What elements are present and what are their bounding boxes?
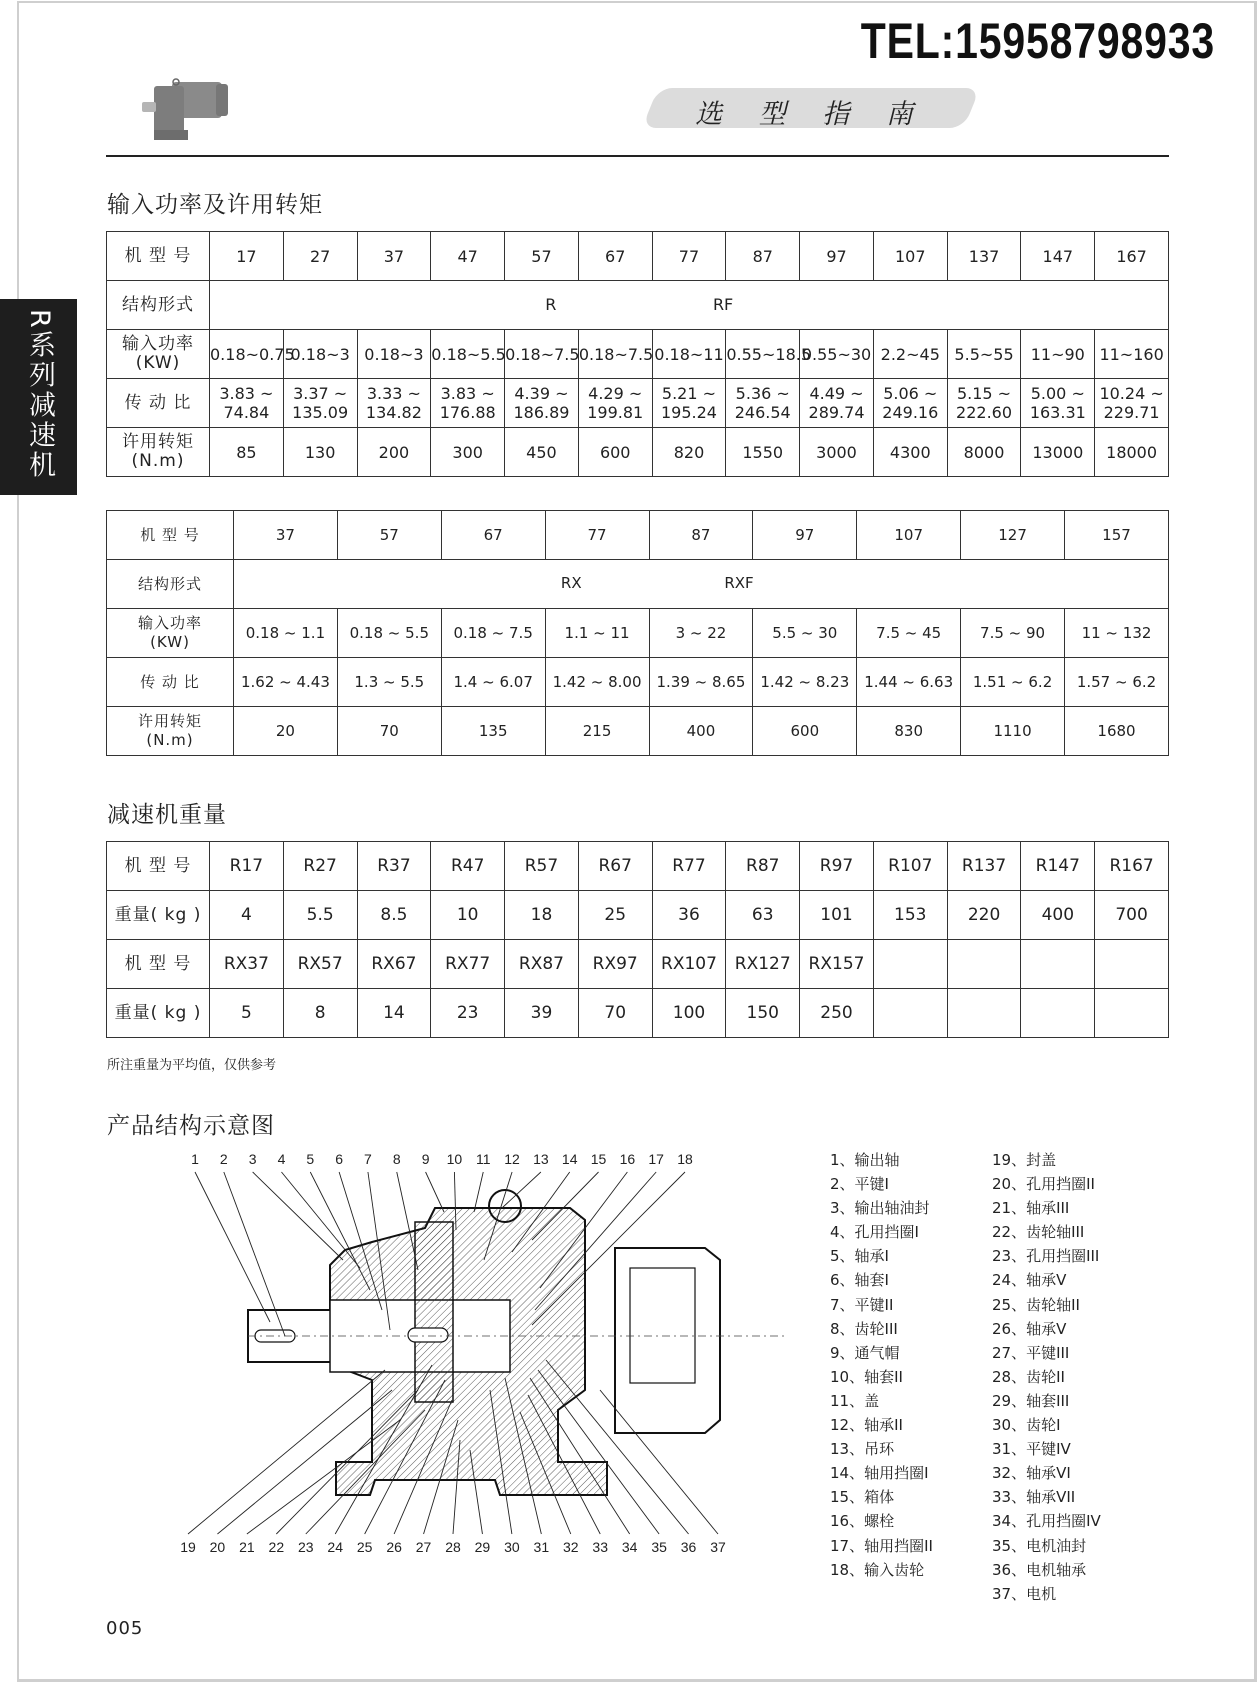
callout-number: 32 (562, 1539, 579, 1555)
gear-reducer-product-image (132, 78, 236, 146)
callout-number: 24 (327, 1539, 344, 1555)
model-cell: R37 (357, 842, 431, 891)
power-cell: 0.18~3 (283, 330, 357, 379)
power-cell: 2.2~45 (873, 330, 947, 379)
part-legend-item: 4、孔用挡圈I (830, 1223, 919, 1242)
callout-number: 9 (421, 1151, 430, 1167)
power-cell: 1.1 ~ 11 (545, 609, 649, 658)
weight-cell: 700 (1095, 891, 1169, 940)
power-cell: 0.18 ~ 1.1 (234, 609, 338, 658)
part-legend-item: 32、轴承VI (992, 1464, 1071, 1483)
callout-leader-line (188, 1370, 385, 1534)
model-cell: 127 (961, 511, 1065, 560)
weight-cell: 39 (505, 989, 579, 1038)
weight-cell: 100 (652, 989, 726, 1038)
row-header: 许用转矩 (N.m) (107, 707, 234, 756)
torque-cell: 4300 (873, 428, 947, 477)
reducer-cross-section-diagram (160, 1150, 790, 1560)
model-cell (947, 940, 1021, 989)
torque-cell: 1110 (961, 707, 1065, 756)
callout-number: 23 (297, 1539, 314, 1555)
row-header: 重量( kg ) (107, 989, 210, 1038)
row-header: 输入功率 (KW) (107, 330, 210, 379)
row-header: 机 型 号 (107, 842, 210, 891)
table-row (107, 511, 1169, 560)
section-title-weight: 减速机重量 (107, 802, 227, 828)
ratio-cell: 5.06 ~ 249.16 (873, 379, 947, 428)
row-header: 机 型 号 (107, 511, 234, 560)
torque-cell: 600 (578, 428, 652, 477)
part-legend-item: 19、封盖 (992, 1151, 1057, 1169)
part-legend-item: 33、轴承VII (992, 1488, 1076, 1507)
model-cell: 37 (357, 232, 431, 281)
callout-number: 19 (180, 1539, 196, 1555)
model-cell: 57 (505, 232, 579, 281)
part-legend-item: 24、轴承V (992, 1271, 1067, 1290)
table-row (107, 940, 1169, 989)
weight-cell: 8 (283, 989, 357, 1038)
model-cell: 27 (283, 232, 357, 281)
table-row (107, 891, 1169, 940)
table-row (107, 609, 1169, 658)
structure-cell (234, 560, 1169, 609)
callout-number: 31 (533, 1539, 550, 1555)
part-legend-item: 8、齿轮III (830, 1319, 898, 1338)
part-legend-item: 35、电机油封 (992, 1536, 1087, 1555)
callout-number: 27 (415, 1539, 432, 1555)
weight-cell: 14 (357, 989, 431, 1038)
ratio-cell: 5.15 ~ 222.60 (947, 379, 1021, 428)
weight-cell: 150 (726, 989, 800, 1038)
model-cell: RX87 (505, 940, 579, 989)
weight-note: 所注重量为平均值，仅供参考 (107, 1058, 277, 1073)
ratio-cell: 3.83 ~ 176.88 (431, 379, 505, 428)
weight-cell: 5 (210, 989, 284, 1038)
model-cell: R167 (1095, 842, 1169, 891)
model-cell: R107 (873, 842, 947, 891)
model-cell: R137 (947, 842, 1021, 891)
ratio-cell: 1.42 ~ 8.23 (753, 658, 857, 707)
torque-cell: 830 (857, 707, 961, 756)
part-legend-item: 3、输出轴油封 (830, 1199, 930, 1218)
ratio-cell: 1.62 ~ 4.43 (234, 658, 338, 707)
callout-number: 26 (386, 1539, 402, 1555)
power-cell: 7.5 ~ 90 (961, 609, 1065, 658)
series-side-tab-label: R系列减速机 (24, 309, 55, 481)
row-header: 重量( kg ) (107, 891, 210, 940)
torque-cell: 8000 (947, 428, 1021, 477)
gear-iii (415, 1222, 453, 1402)
weight-cell (1095, 989, 1169, 1038)
model-cell: 137 (947, 232, 1021, 281)
part-legend-item: 14、轴用挡圈I (830, 1464, 929, 1483)
model-cell: RX107 (652, 940, 726, 989)
ratio-cell: 5.21 ~ 195.24 (652, 379, 726, 428)
model-cell: RX97 (578, 940, 652, 989)
parts-legend-column-2 (992, 1148, 1101, 1606)
power-cell: 0.18 ~ 7.5 (441, 609, 545, 658)
callout-number: 22 (268, 1539, 285, 1555)
weight-cell: 63 (726, 891, 800, 940)
torque-cell: 450 (505, 428, 579, 477)
power-cell: 0.18~0.75 (210, 330, 284, 379)
callout-number: 2 (219, 1151, 228, 1167)
weight-cell: 8.5 (357, 891, 431, 940)
section-title-power-torque: 输入功率及许用转矩 (107, 192, 323, 218)
weight-cell: 4 (210, 891, 284, 940)
callout-number: 37 (710, 1539, 726, 1555)
weight-cell: 250 (800, 989, 874, 1038)
part-legend-item: 23、孔用挡圈III (992, 1247, 1100, 1266)
ratio-cell: 5.00 ~ 163.31 (1021, 379, 1095, 428)
callout-number: 6 (335, 1151, 344, 1167)
model-cell: 167 (1095, 232, 1169, 281)
callout-number: 4 (277, 1151, 286, 1167)
parts-legend-column-1 (830, 1148, 933, 1582)
callout-number: 29 (474, 1539, 491, 1555)
callout-number: 18 (677, 1151, 693, 1167)
series-side-tab (0, 299, 77, 495)
part-legend-item: 29、轴套III (992, 1391, 1070, 1410)
power-cell: 11 ~ 132 (1065, 609, 1169, 658)
table-row (107, 707, 1169, 756)
table-row (107, 330, 1169, 379)
callout-number: 16 (619, 1151, 636, 1167)
model-cell: R147 (1021, 842, 1095, 891)
row-header: 传 动 比 (107, 379, 210, 428)
r-series-spec-table (106, 231, 1169, 477)
row-header: 输入功率 (KW) (107, 609, 234, 658)
ratio-cell: 4.49 ~ 289.74 (800, 379, 874, 428)
part-legend-item: 22、齿轮轴III (992, 1223, 1085, 1242)
torque-cell: 820 (652, 428, 726, 477)
torque-cell: 18000 (1095, 428, 1169, 477)
ratio-cell: 1.57 ~ 6.2 (1065, 658, 1169, 707)
part-legend-item: 37、电机 (992, 1584, 1057, 1603)
part-legend-item: 5、轴承I (830, 1247, 889, 1266)
torque-cell: 130 (283, 428, 357, 477)
model-cell: 37 (234, 511, 338, 560)
table-row (107, 232, 1169, 281)
part-legend-item: 1、输出轴 (830, 1151, 900, 1169)
table-row (107, 379, 1169, 428)
row-header: 许用转矩 (N.m) (107, 428, 210, 477)
model-cell: R17 (210, 842, 284, 891)
power-cell: 0.18~5.5 (431, 330, 505, 379)
part-legend-item: 15、箱体 (830, 1488, 895, 1507)
ratio-cell: 1.51 ~ 6.2 (961, 658, 1065, 707)
callout-number: 17 (648, 1151, 664, 1167)
ratio-cell: 5.36 ~ 246.54 (726, 379, 800, 428)
torque-cell: 70 (337, 707, 441, 756)
table-row (107, 560, 1169, 609)
ratio-cell: 3.33 ~ 134.82 (357, 379, 431, 428)
torque-cell: 3000 (800, 428, 874, 477)
ratio-cell: 1.44 ~ 6.63 (857, 658, 961, 707)
model-cell: R77 (652, 842, 726, 891)
ratio-cell: 10.24 ~ 229.71 (1095, 379, 1169, 428)
callout-leader-line (281, 1172, 360, 1268)
torque-cell: 215 (545, 707, 649, 756)
callout-number: 11 (475, 1151, 491, 1167)
model-cell (873, 940, 947, 989)
model-cell: R97 (800, 842, 874, 891)
ratio-cell: 4.29 ~ 199.81 (578, 379, 652, 428)
structure-type-a: R (545, 295, 557, 314)
callout-leader-line (474, 1172, 483, 1212)
header-divider (106, 155, 1169, 157)
part-legend-item: 9、通气帽 (830, 1343, 900, 1362)
power-cell: 11~90 (1021, 330, 1095, 379)
ratio-cell: 1.42 ~ 8.00 (545, 658, 649, 707)
part-legend-item: 26、轴承V (992, 1319, 1067, 1338)
part-legend-item: 2、平键I (830, 1175, 889, 1194)
table-row (107, 428, 1169, 477)
callout-number: 1 (191, 1151, 199, 1167)
model-cell: RX67 (357, 940, 431, 989)
selection-guide-label: 选 型 指 南 (695, 99, 927, 130)
model-cell (1021, 940, 1095, 989)
torque-cell: 1550 (726, 428, 800, 477)
section-title-structure: 产品结构示意图 (107, 1113, 275, 1139)
weight-cell: 400 (1021, 891, 1095, 940)
row-header: 机 型 号 (107, 232, 210, 281)
weight-table (106, 841, 1169, 1038)
part-legend-item: 10、轴套II (830, 1367, 903, 1386)
torque-cell: 85 (210, 428, 284, 477)
model-cell: 57 (337, 511, 441, 560)
part-legend-item: 11、盖 (830, 1391, 880, 1410)
callout-number: 15 (590, 1151, 607, 1167)
structure-cell (210, 281, 1169, 330)
callout-number: 10 (446, 1151, 463, 1167)
model-cell: R87 (726, 842, 800, 891)
structure-type-b: RF (712, 295, 734, 314)
callout-number: 33 (592, 1539, 609, 1555)
weight-cell: 23 (431, 989, 505, 1038)
torque-cell: 135 (441, 707, 545, 756)
part-legend-item: 31、平键IV (992, 1440, 1071, 1459)
part-legend-item: 20、孔用挡圈II (992, 1175, 1095, 1194)
weight-cell: 5.5 (283, 891, 357, 940)
ratio-cell: 1.4 ~ 6.07 (441, 658, 545, 707)
telephone-number: TEL:15958798933 (860, 13, 1215, 69)
weight-cell: 36 (652, 891, 726, 940)
part-legend-item: 16、螺栓 (830, 1512, 895, 1531)
power-cell: 0.18~3 (357, 330, 431, 379)
callout-number: 36 (680, 1539, 697, 1555)
torque-cell: 1680 (1065, 707, 1169, 756)
torque-cell: 20 (234, 707, 338, 756)
part-legend-item: 25、齿轮轴II (992, 1295, 1080, 1314)
weight-cell: 153 (873, 891, 947, 940)
ratio-cell: 3.37 ~ 135.09 (283, 379, 357, 428)
part-legend-item: 30、齿轮I (992, 1416, 1061, 1435)
power-cell: 0.18~11 (652, 330, 726, 379)
callout-number: 25 (356, 1539, 373, 1555)
row-header: 传 动 比 (107, 658, 234, 707)
model-cell: R67 (578, 842, 652, 891)
power-cell: 0.18 ~ 5.5 (337, 609, 441, 658)
model-cell: 67 (578, 232, 652, 281)
structure-type-a: RX (560, 574, 582, 592)
model-cell: R27 (283, 842, 357, 891)
structure-type-b: RXF (724, 574, 754, 592)
ratio-cell: 1.39 ~ 8.65 (649, 658, 753, 707)
model-cell (1095, 940, 1169, 989)
model-cell: 97 (800, 232, 874, 281)
power-cell: 11~160 (1095, 330, 1169, 379)
callout-number: 3 (248, 1151, 257, 1167)
weight-cell: 101 (800, 891, 874, 940)
power-cell: 5.5 ~ 30 (753, 609, 857, 658)
model-cell: R47 (431, 842, 505, 891)
model-cell: 107 (857, 511, 961, 560)
table-row (107, 989, 1169, 1038)
model-cell: 67 (441, 511, 545, 560)
model-cell: RX157 (800, 940, 874, 989)
row-header: 结构形式 (107, 281, 210, 330)
callout-number: 13 (533, 1151, 549, 1167)
weight-cell: 70 (578, 989, 652, 1038)
part-legend-item: 21、轴承III (992, 1199, 1070, 1218)
model-cell: 87 (726, 232, 800, 281)
part-legend-item: 27、平键III (992, 1343, 1070, 1362)
model-cell: RX57 (283, 940, 357, 989)
table-row (107, 281, 1169, 330)
row-header: 结构形式 (107, 560, 234, 609)
table-row (107, 658, 1169, 707)
ratio-cell: 4.39 ~ 186.89 (505, 379, 579, 428)
weight-cell: 10 (431, 891, 505, 940)
part-legend-item: 17、轴用挡圈II (830, 1536, 933, 1555)
callout-leader-line (253, 1172, 343, 1260)
callout-leader-line (426, 1172, 444, 1212)
weight-cell: 220 (947, 891, 1021, 940)
model-cell: 17 (210, 232, 284, 281)
power-cell: 7.5 ~ 45 (857, 609, 961, 658)
page-number: 005 (106, 1618, 144, 1639)
model-cell: RX77 (431, 940, 505, 989)
rx-series-spec-table (106, 510, 1169, 756)
part-legend-item: 13、吊环 (830, 1440, 895, 1459)
table-row (107, 842, 1169, 891)
weight-cell (1021, 989, 1095, 1038)
callout-number: 30 (504, 1539, 520, 1555)
callout-number: 20 (209, 1539, 226, 1555)
callout-number: 12 (504, 1151, 520, 1167)
part-legend-item: 18、输入齿轮 (830, 1560, 925, 1579)
power-cell: 0.18~7.5 (578, 330, 652, 379)
callout-number: 14 (561, 1151, 578, 1167)
power-cell: 3 ~ 22 (649, 609, 753, 658)
callout-number: 7 (364, 1151, 372, 1167)
weight-cell (947, 989, 1021, 1038)
model-cell: R57 (505, 842, 579, 891)
part-legend-item: 36、电机轴承 (992, 1560, 1087, 1579)
power-cell: 0.55~18.5 (726, 330, 800, 379)
callout-number: 35 (651, 1539, 667, 1555)
callout-number: 34 (621, 1539, 638, 1555)
power-cell: 0.55~30 (800, 330, 874, 379)
model-cell: RX127 (726, 940, 800, 989)
part-legend-item: 7、平键II (830, 1295, 894, 1314)
model-cell: 147 (1021, 232, 1095, 281)
weight-cell: 18 (505, 891, 579, 940)
row-header: 机 型 号 (107, 940, 210, 989)
model-cell: RX37 (210, 940, 284, 989)
power-cell: 5.5~55 (947, 330, 1021, 379)
callout-number: 28 (445, 1539, 461, 1555)
ratio-cell: 1.3 ~ 5.5 (337, 658, 441, 707)
selection-guide-banner (650, 88, 972, 128)
callout-number: 21 (239, 1539, 255, 1555)
part-legend-item: 34、孔用挡圈IV (992, 1512, 1101, 1531)
torque-cell: 13000 (1021, 428, 1095, 477)
part-legend-item: 12、轴承II (830, 1416, 903, 1435)
model-cell: 77 (652, 232, 726, 281)
part-legend-item: 6、轴套I (830, 1271, 889, 1290)
model-cell: 87 (649, 511, 753, 560)
callout-number: 5 (306, 1151, 315, 1167)
model-cell: 77 (545, 511, 649, 560)
torque-cell: 200 (357, 428, 431, 477)
model-cell: 107 (873, 232, 947, 281)
part-legend-item: 28、齿轮II (992, 1367, 1065, 1386)
model-cell: 157 (1065, 511, 1169, 560)
power-cell: 0.18~7.5 (505, 330, 579, 379)
model-cell: 97 (753, 511, 857, 560)
torque-cell: 600 (753, 707, 857, 756)
callout-number: 8 (392, 1151, 401, 1167)
model-cell: 47 (431, 232, 505, 281)
torque-cell: 400 (649, 707, 753, 756)
weight-cell: 25 (578, 891, 652, 940)
weight-cell (873, 989, 947, 1038)
torque-cell: 300 (431, 428, 505, 477)
ratio-cell: 3.83 ~ 74.84 (210, 379, 284, 428)
